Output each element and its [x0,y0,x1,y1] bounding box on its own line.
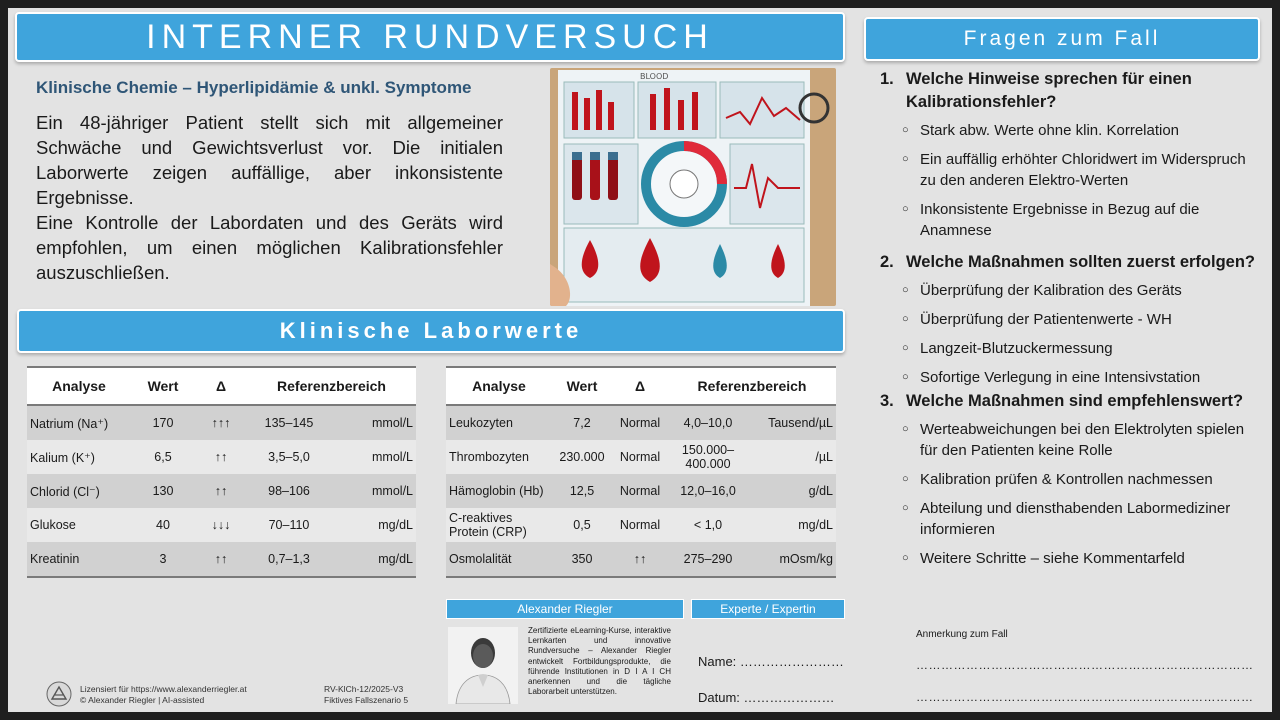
footer-license [80,684,247,706]
cell-ref: 275–290 [668,542,748,577]
cell-unit: /µL [748,440,836,474]
column-header-delta: Δ [195,367,247,405]
cell-wert: 3 [131,542,195,577]
question-number: 1. [880,70,894,88]
cell-delta: ↑↑ [195,440,247,474]
column-header-analyse: Analyse [446,367,552,405]
table-row [27,405,416,440]
cell-delta: ↑↑ [195,542,247,577]
table-row [446,542,836,577]
cell-ref: < 1,0 [668,508,748,542]
case-subtitle: Klinische Chemie – Hyperlipidämie & unkl. Symptome [36,78,472,97]
cell-wert: 12,5 [552,474,612,508]
circle-bullet-icon: ○ [902,124,909,136]
cell-delta: Normal [612,440,668,474]
cell-ref: 3,5–5,0 [247,440,331,474]
table-row [27,508,416,542]
answer-option[interactable] [902,469,1260,490]
author-bio: Zertifizierte eLearning-Kurse, interaktive Lernkarten und innovative Rundversuche – Alexander Riegler entwickelt Fortbildungsprodukte, die führende Institutionen in D I A I CH anerkennen und die tägliche Laborarbeit unterstützen. [528,626,671,697]
circle-bullet-icon: ○ [902,153,909,165]
table-row [27,542,416,577]
cell-analyse: Leukozyten [446,405,552,440]
answer-text: Überprüfung der Patientenwerte - WH [920,311,1172,328]
cell-delta: ↑↑ [612,542,668,577]
lab-table-left [27,366,416,578]
cell-ref: 150.000–400.000 [668,440,748,474]
title-banner: INTERNER RUNDVERSUCH [15,12,845,62]
expert-banner: Experte / Expertin [691,599,845,619]
cell-analyse: Hämoglobin (Hb) [446,474,552,508]
cell-analyse: Natrium (Na⁺) [27,405,131,440]
questions-banner: Fragen zum Fall [864,17,1260,61]
cell-delta: ↑↑ [195,474,247,508]
case-description [36,110,503,285]
table-row [446,474,836,508]
lab-values-banner: Klinische Laborwerte [17,309,845,353]
answer-option[interactable] [902,548,1260,569]
cell-analyse: Osmolalität [446,542,552,577]
license-text: Lizensiert für https://www.alexanderriegler.at [80,684,247,694]
question-text: Welche Maßnahmen sind empfehlenswert? [906,392,1244,410]
answer-text: Überprüfung der Kalibration des Geräts [920,282,1182,299]
question-1 [880,68,1260,114]
cell-unit: mmol/L [331,405,416,440]
circle-bullet-icon: ○ [902,423,909,435]
cell-delta: ↑↑↑ [195,405,247,440]
answer-option[interactable] [902,280,1260,301]
circle-bullet-icon: ○ [902,473,909,485]
answer-option[interactable] [902,149,1260,191]
cell-wert: 0,5 [552,508,612,542]
cell-wert: 350 [552,542,612,577]
cell-unit: mmol/L [331,440,416,474]
expert-name-field[interactable]: Name: …………………… [698,654,844,669]
note-line-1[interactable]: ……………………………………………………………………… [916,658,1254,672]
author-portrait [448,627,518,704]
answer-text: Werteabweichungen bei den Elektrolyten spielen für den Patienten keine Rolle [920,421,1245,459]
scenario-text: Fiktives Fallszenario 5 [324,695,409,705]
column-header-delta: Δ [612,367,668,405]
answer-option[interactable] [902,338,1260,359]
table-row [446,440,836,474]
expert-date-field[interactable]: Datum: ………………… [698,690,835,705]
cell-ref: 12,0–16,0 [668,474,748,508]
table-row [27,474,416,508]
lab-illustration-image [550,68,836,306]
answer-option[interactable] [902,199,1260,241]
cell-wert: 230.000 [552,440,612,474]
circle-bullet-icon: ○ [902,502,909,514]
question-text: Welche Maßnahmen sollten zuerst erfolgen? [906,253,1256,271]
copyright-text: © Alexander Riegler | AI-assisted [80,695,205,705]
questions-list [880,68,1260,569]
slide [8,8,1272,712]
question-number: 3. [880,392,894,410]
cell-delta: Normal [612,474,668,508]
author-name-banner: Alexander Riegler [446,599,684,619]
column-header-wert: Wert [552,367,612,405]
circle-bullet-icon: ○ [902,342,909,354]
answer-option[interactable] [902,367,1260,388]
circle-bullet-icon: ○ [902,552,909,564]
case-paragraph-2: Eine Kontrolle der Labordaten und des Geräts wird empfohlen, um einen möglichen Kalibrationsfehler auszuschließen. [36,212,503,283]
cell-unit: mg/dL [331,542,416,577]
cell-unit: Tausend/µL [748,405,836,440]
question-text: Welche Hinweise sprechen für einen Kalibrationsfehler? [906,70,1192,111]
answer-text: Ein auffällig erhöhter Chloridwert im Widerspruch zu den anderen Elektro-Werten [920,151,1246,189]
table-row [27,440,416,474]
cell-ref: 135–145 [247,405,331,440]
answer-text: Stark abw. Werte ohne klin. Korrelation [920,122,1180,139]
answer-option[interactable] [902,309,1260,330]
cell-wert: 130 [131,474,195,508]
cell-analyse: Thrombozyten [446,440,552,474]
cell-analyse: Kalium (K⁺) [27,440,131,474]
lab-table-right [446,366,836,578]
cell-analyse: Glukose [27,508,131,542]
footer-code [324,684,408,706]
column-header-referenzbereich: Referenzbereich [247,367,416,405]
cell-unit: mmol/L [331,474,416,508]
circle-bullet-icon: ○ [902,203,909,215]
answer-text: Kalibration prüfen & Kontrollen nachmessen [920,471,1213,488]
question-2 [880,251,1260,274]
cell-unit: g/dL [748,474,836,508]
answer-text: Abteilung und diensthabenden Labormediziner informieren [920,500,1231,538]
column-header-referenzbereich: Referenzbereich [668,367,836,405]
table-header-row [27,367,416,405]
cell-analyse: Chlorid (Cl⁻) [27,474,131,508]
answer-text: Langzeit-Blutzuckermessung [920,340,1113,357]
cell-unit: mg/dL [331,508,416,542]
question-3 [880,390,1260,413]
cell-ref: 4,0–10,0 [668,405,748,440]
cell-wert: 6,5 [131,440,195,474]
cell-wert: 7,2 [552,405,612,440]
column-header-wert: Wert [131,367,195,405]
question-number: 2. [880,253,894,271]
circle-bullet-icon: ○ [902,371,909,383]
cell-unit: mg/dL [748,508,836,542]
portrait-photo [448,627,518,704]
column-header-analyse: Analyse [27,367,131,405]
note-label: Anmerkung zum Fall [916,629,1008,640]
cell-delta: Normal [612,508,668,542]
cell-ref: 98–106 [247,474,331,508]
image-label: BLOOD [640,72,669,81]
answer-text: Inkonsistente Ergebnisse in Bezug auf die Anamnese [920,201,1200,239]
cell-delta: ↓↓↓ [195,508,247,542]
cell-wert: 40 [131,508,195,542]
answer-option[interactable] [902,120,1260,141]
cell-unit: mOsm/kg [748,542,836,577]
cell-ref: 0,7–1,3 [247,542,331,577]
answer-option[interactable] [902,498,1260,540]
cell-analyse: C-reaktives Protein (CRP) [446,508,552,542]
cell-ref: 70–110 [247,508,331,542]
case-paragraph-1: Ein 48-jähriger Patient stellt sich mit allgemeiner Schwäche und Gewichtsverlust vor. Die initialen Laborwerte zeigen auffällige, aber inkonsistente Ergebnisse. [36,112,503,208]
table-header-row [446,367,836,405]
answer-text: Weitere Schritte – siehe Kommentarfeld [920,550,1185,567]
cell-delta: Normal [612,405,668,440]
circle-bullet-icon: ○ [902,284,909,296]
answer-option[interactable] [902,419,1260,461]
answer-text: Sofortige Verlegung in eine Intensivstation [920,369,1201,386]
circle-bullet-icon: ○ [902,313,909,325]
note-line-2[interactable]: ……………………………………………………………………… [916,690,1254,704]
cell-wert: 170 [131,405,195,440]
cell-analyse: Kreatinin [27,542,131,577]
license-logo-icon [46,681,72,707]
document-code: RV-KlCh-12/2025-V3 [324,684,404,694]
table-row [446,405,836,440]
blood-chart-illustration [550,68,836,306]
table-row [446,508,836,542]
